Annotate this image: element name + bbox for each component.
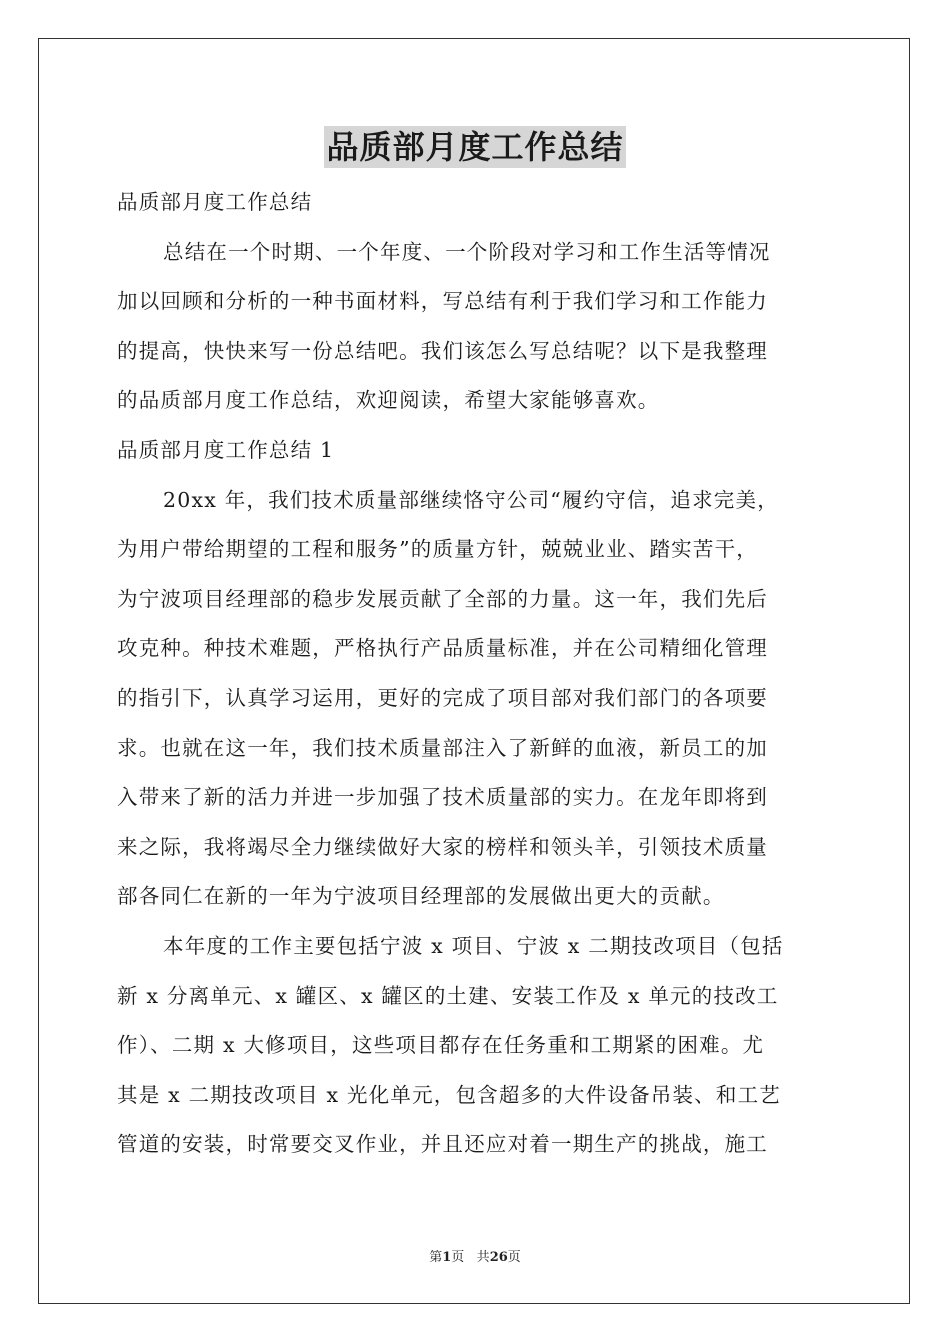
text-line: 本年度的工作主要包括宁波 x 项目、宁波 x 二期技改项目（包括 xyxy=(163,933,784,958)
text-line: 品质部月度工作总结 1 xyxy=(117,437,335,462)
text-line: 的指引下，认真学习运用，更好的完成了项目部对我们部门的各项要 xyxy=(117,685,768,710)
text-line: 品质部月度工作总结 xyxy=(117,190,313,214)
footer-total-pages: 26 xyxy=(489,1250,508,1265)
text-line: 总结在一个时期、一个年度、一个阶段对学习和工作生活等情况 xyxy=(163,239,771,264)
text-line: 作）、二期 x 大修项目，这些项目都存在任务重和工期紧的困难。尤 xyxy=(117,1033,765,1058)
footer-current-page: 1 xyxy=(442,1250,452,1265)
text-line: 为用户带给期望的工程和服务”的质量方针，兢兢业业、踏实苦干， xyxy=(117,537,758,562)
text-line: 加以回顾和分析的一种书面材料，写总结有利于我们学习和工作能力 xyxy=(117,289,768,314)
text-line: 新 x 分离单元、x 罐区、x 罐区的土建、安装工作及 x 单元的技改工 xyxy=(117,983,779,1008)
text-line: 其是 x 二期技改项目 x 光化单元，包含超多的大件设备吊装、和工艺 xyxy=(117,1082,781,1107)
footer-total-suffix: 页 xyxy=(507,1250,521,1265)
text-line: 部各同仁在新的一年为宁波项目经理部的发展做出更大的贡献。 xyxy=(117,884,725,909)
page-footer xyxy=(0,1246,950,1265)
footer-page-word: 页 xyxy=(451,1250,465,1265)
text-line: 为宁波项目经理部的稳步发展贡献了全部的力量。这一年，我们先后 xyxy=(117,586,768,611)
text-line: 的品质部月度工作总结，欢迎阅读，希望大家能够喜欢。 xyxy=(117,388,660,413)
text-line: 求。也就在这一年，我们技术质量部注入了新鲜的血液，新员工的加 xyxy=(117,735,768,760)
footer-total-prefix: 共 xyxy=(476,1250,490,1265)
text-line: 20xx 年，我们技术质量部继续恪守公司“履约守信，追求完美， xyxy=(163,487,779,512)
document-body xyxy=(117,178,835,1170)
text-line: 攻克种。种技术难题，严格执行产品质量标准，并在公司精细化管理 xyxy=(117,636,768,661)
text-line: 入带来了新的活力并进一步加强了技术质量部的实力。在龙年即将到 xyxy=(117,785,768,810)
document-title: 品质部月度工作总结 xyxy=(326,128,624,166)
footer-prefix: 第 xyxy=(429,1250,443,1265)
text-line: 管道的安装，时常要交叉作业，并且还应对着一期生产的挑战，施工 xyxy=(117,1132,768,1157)
text-line: 来之际，我将竭尽全力继续做好大家的榜样和领头羊，引领技术质量 xyxy=(117,834,768,859)
title-container xyxy=(0,126,950,168)
text-line: 的提高，快快来写一份总结吧。我们该怎么写总结呢？以下是我整理 xyxy=(117,338,768,363)
